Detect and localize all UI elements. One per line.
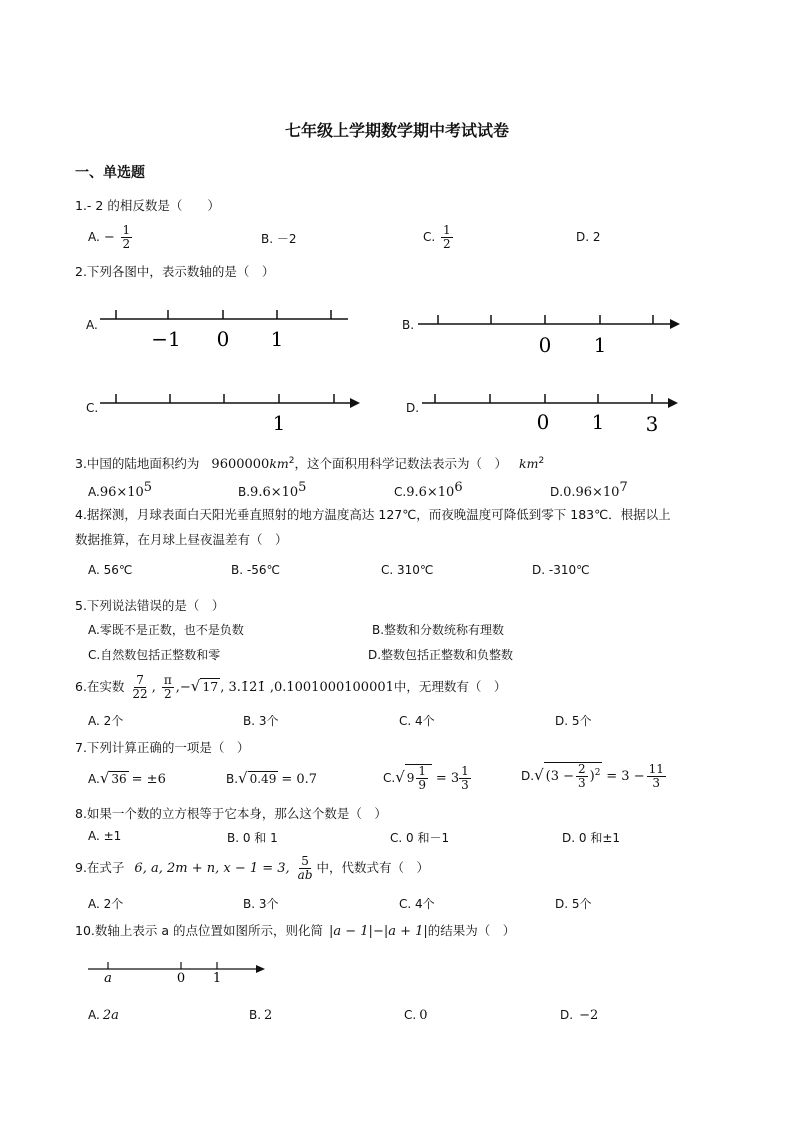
q6-option-b[interactable]: B. 3个 (243, 714, 279, 728)
line-d-label: 1 (591, 410, 605, 434)
q9-option-d[interactable]: D. 5个 (555, 897, 592, 911)
q4-option-c[interactable]: C. 310℃ (381, 563, 434, 577)
line-c-label: 1 (272, 411, 286, 435)
page-title: 七年级上学期数学期中考试试卷 (284, 121, 509, 140)
q2-option-b[interactable]: B. (402, 318, 415, 332)
arrow-head-b (670, 319, 680, 329)
q3-option-a[interactable]: $A.96\times 10^5$ (88, 480, 153, 500)
q10-line-label: 1 (212, 971, 222, 986)
line-d-label: 0 (536, 410, 550, 434)
q1-option-d[interactable]: D. 2 (576, 230, 601, 244)
q3-option-d[interactable]: $D.0.96\times 10^7$ (550, 480, 628, 500)
question-10-stem: 10.数轴上表示 a 的点位置如图所示，则化简 |a − 1|−|a + 1|的结果为（ ） (75, 923, 516, 939)
line-a-label: 1 (270, 327, 284, 351)
question-8-stem: 8.如果一个数的立方根等于它本身，那么这个数是（ ） (75, 806, 387, 821)
q7-option-b[interactable]: B.√ 0.49 = 0.7 (226, 769, 318, 787)
q7-option-a[interactable]: A.√ 36 = ±6 (88, 769, 166, 787)
q5-option-d[interactable]: D.整数包括正整数和负整数 (368, 648, 514, 662)
q5-option-a[interactable]: A.零既不是正数，也不是负数 (88, 623, 244, 637)
q9-option-c[interactable]: C. 4个 (399, 897, 435, 911)
q3-option-b[interactable]: $B.9.6\times 10^5$ (238, 480, 307, 500)
section-heading: 一、单选题 (75, 165, 145, 181)
question-3-stem: 3.中国的陆地面积约为 $9600000km^2$，这个面积用科学记数法表示为（ ） $km^2$ (75, 455, 545, 472)
q3-option-c[interactable]: $C.9.6\times 10^6$ (394, 480, 463, 500)
line-a-label: 0 (216, 327, 230, 351)
q1-option-a[interactable]: A. − $\frac{1}{2}$ (88, 223, 131, 251)
q5-option-b[interactable]: B.整数和分数统称有理数 (372, 623, 505, 637)
q4-option-b[interactable]: B. -56℃ (231, 563, 280, 577)
q2-option-d[interactable]: D. (406, 401, 420, 415)
q8-option-c[interactable]: C. 0 和－1 (390, 831, 450, 845)
q7-option-c[interactable]: C.√ 9 $\frac{1}{9}$ = 3 $\frac{1}{3}$ (383, 764, 469, 792)
q10-option-c[interactable]: C. 0 (404, 1008, 428, 1023)
q6-option-c[interactable]: C. 4个 (399, 714, 435, 728)
q9-option-a[interactable]: A. 2个 (88, 897, 124, 911)
q10-option-b[interactable]: B. 2 (249, 1008, 273, 1023)
number-line-c (100, 394, 352, 403)
number-line-a (100, 310, 348, 319)
arrow-head-d (668, 398, 678, 408)
q10-option-a[interactable]: A. 2a (88, 1008, 119, 1023)
question-4-stem-line2: 数据推算，在月球上昼夜温差有（ ） (75, 532, 288, 547)
line-d-label: 3 (645, 412, 659, 436)
q8-option-a[interactable]: A. ±1 (88, 829, 122, 843)
q6-option-d[interactable]: D. 5个 (555, 714, 592, 728)
line-a-label: −1 (151, 327, 181, 351)
question-5-stem: 5.下列说法错误的是（ ） (75, 598, 225, 613)
question-7-stem: 7.下列计算正确的一项是（ ） (75, 740, 250, 755)
q9-option-b[interactable]: B. 3个 (243, 897, 279, 911)
q10-line-label: a (104, 971, 112, 986)
line-b-label: 1 (593, 333, 607, 357)
q10-option-d[interactable]: D. −2 (560, 1008, 599, 1023)
q1-option-b[interactable]: B. －2 (261, 232, 297, 246)
number-line-d (422, 394, 670, 403)
q1-option-c[interactable]: C. $\frac{1}{2}$ (423, 223, 451, 251)
q10-line-label: 0 (176, 971, 186, 986)
q2-option-a[interactable]: A. (86, 318, 98, 332)
question-4-stem-line1: 4.据探测，月球表面白天阳光垂直照射的地方温度高达 127℃，而夜晚温度可降低到零下 183℃．根据以上 (75, 507, 671, 522)
question-9-stem: 9.在式子 6, a, 2m + n, x − 1 = 3, $\frac{5}{ab}$ 中，代数式有（ ） (75, 854, 430, 882)
number-line-b (418, 315, 672, 324)
line-b-label: 0 (538, 333, 552, 357)
q2-option-c[interactable]: C. (86, 401, 99, 415)
question-6-stem: 6.在实数 $\frac{7}{22}$ , $\frac{\pi}{2}$ ,−√ 17 , 3.1̇2̇1̇ ,0.1001000100001中，无理数有（ ） (75, 673, 507, 701)
q7-option-d[interactable]: D.√ (3 − $\frac{2}{3}$ )$^2$ = 3 − $\frac{11}{3}$ (521, 762, 664, 790)
number-line-q10 (88, 962, 258, 969)
q6-option-a[interactable]: A. 2个 (88, 714, 124, 728)
q4-option-a[interactable]: A. 56℃ (88, 563, 133, 577)
q5-option-c[interactable]: C.自然数包括正整数和零 (88, 648, 221, 662)
question-2-stem: 2.下列各图中，表示数轴的是（ ） (75, 264, 275, 279)
arrow-head-c (350, 398, 360, 408)
q4-option-d[interactable]: D. -310℃ (532, 563, 590, 577)
q8-option-d[interactable]: D. 0 和±1 (562, 831, 621, 845)
q8-option-b[interactable]: B. 0 和 1 (227, 831, 278, 845)
question-1-stem: 1.- 2 的相反数是（ ） (75, 198, 220, 213)
arrow-head-q10 (256, 965, 265, 973)
